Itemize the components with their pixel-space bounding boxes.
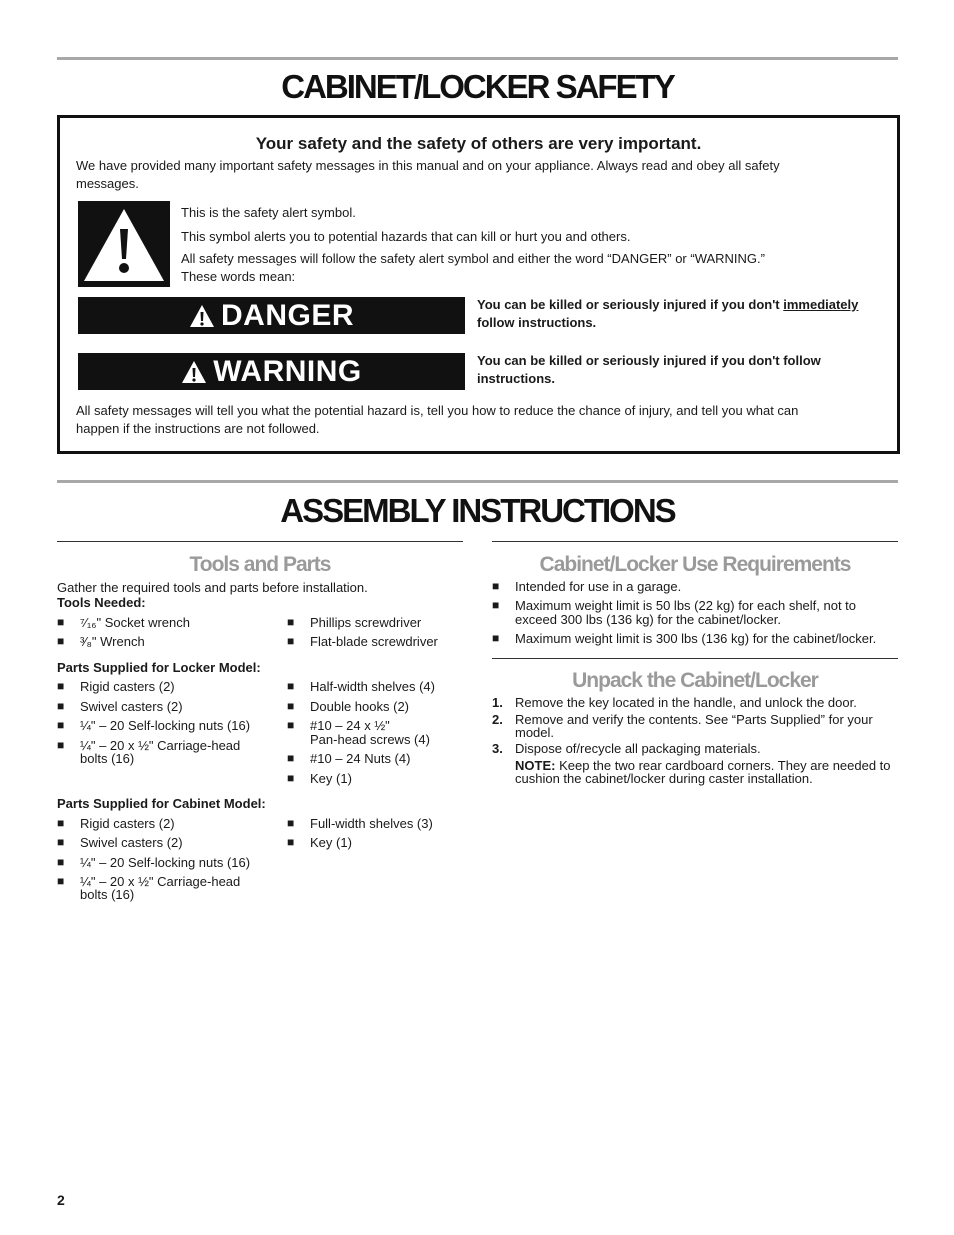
assembly-title: ASSEMBLY INSTRUCTIONS	[280, 492, 675, 529]
safety-footer	[76, 402, 798, 438]
note-text: Keep the two rear cardboard corners. They are needed to	[555, 758, 891, 773]
cabinet-parts-label: Parts Supplied for Cabinet Model:	[57, 796, 266, 811]
danger-message	[477, 296, 887, 332]
safety-box	[57, 115, 900, 454]
symbol-line-3: All safety messages will follow the safety alert symbol and either the word “DANGER” or “WARNING.”	[181, 251, 765, 266]
tools-heading: Tools and Parts	[189, 553, 331, 576]
danger-label: DANGER	[220, 298, 354, 332]
intro-line: We have provided many important safety messages in this manual and on your appliance. Always read and obey all safety	[76, 158, 780, 173]
alert-triangle-icon	[181, 360, 207, 384]
tools-intro: Gather the required tools and parts before installation.	[57, 580, 368, 595]
danger-msg-text: You can be killed or seriously injured if you don't	[477, 297, 784, 312]
tools-rule	[57, 541, 463, 542]
footer-line: happen if the instructions are not followed.	[76, 421, 320, 436]
warning-message	[477, 352, 887, 388]
requirements-rule	[492, 541, 898, 542]
intro-line: messages.	[76, 176, 139, 191]
warning-banner	[78, 353, 465, 390]
safety-title: CABINET/LOCKER SAFETY	[281, 68, 674, 105]
warning-msg-text: You can be killed or seriously injured if you don't follow	[477, 353, 821, 368]
safety-alert-symbol-icon	[78, 201, 170, 287]
footer-line: All safety messages will tell you what the potential hazard is, tell you how to reduce the chance of injury, and tell you what can	[76, 403, 799, 418]
page-number: 2	[57, 1192, 65, 1208]
alert-triangle-icon	[189, 304, 215, 328]
warning-msg-text: instructions.	[477, 371, 556, 386]
safety-important-heading: Your safety and the safety of others are very important.	[255, 134, 702, 153]
unpack-rule	[492, 658, 898, 659]
symbol-line-4: These words mean:	[181, 269, 296, 284]
assembly-rule	[57, 480, 898, 483]
tools-needed-label: Tools Needed:	[57, 595, 146, 610]
unpack-heading: Unpack the Cabinet/Locker	[572, 669, 818, 692]
warning-label: WARNING	[213, 354, 362, 388]
requirements-heading: Cabinet/Locker Use Requirements	[539, 553, 851, 576]
note-label: NOTE:	[515, 758, 556, 773]
danger-msg-emphasis: immediately	[783, 297, 859, 312]
danger-banner	[78, 297, 465, 334]
top-rule	[57, 57, 898, 60]
locker-parts-label: Parts Supplied for Locker Model:	[57, 660, 261, 675]
symbol-line-2: This symbol alerts you to potential hazards that can kill or hurt you and others.	[181, 229, 631, 244]
danger-msg-text: follow instructions.	[477, 315, 597, 330]
safety-intro	[76, 157, 780, 193]
symbol-line-1: This is the safety alert symbol.	[181, 205, 356, 220]
